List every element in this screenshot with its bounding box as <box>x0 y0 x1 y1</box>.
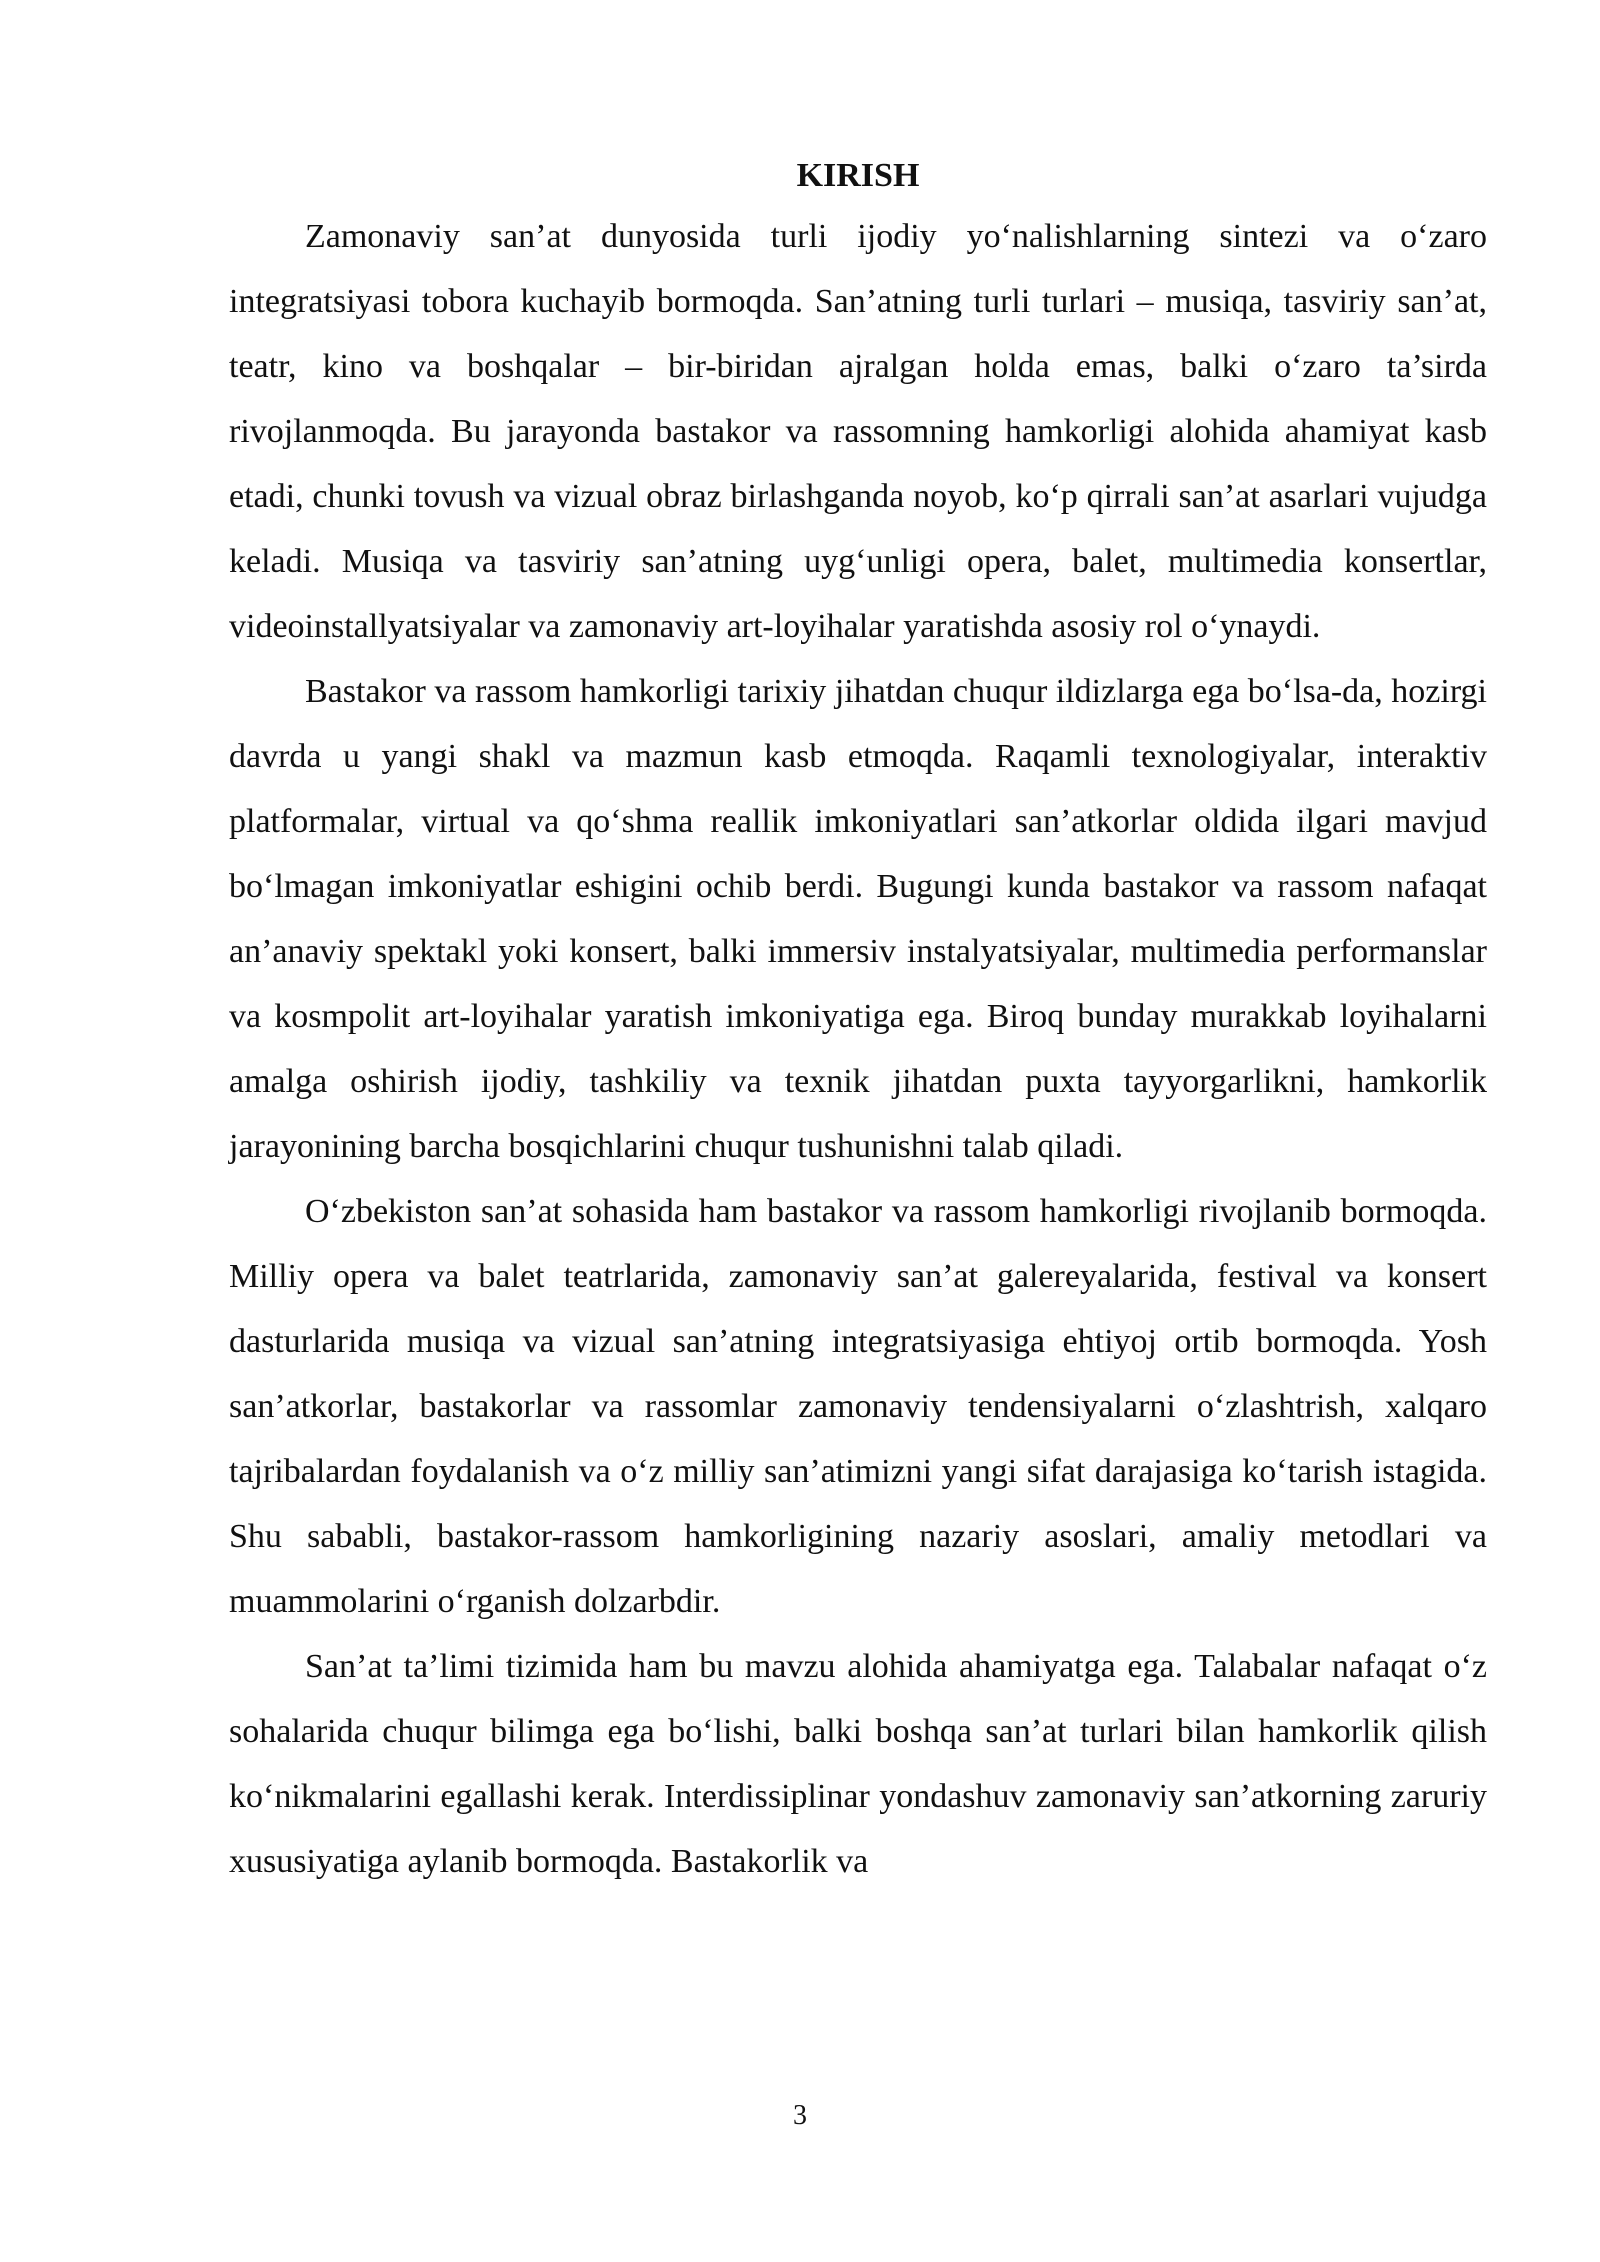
section-title: KIRISH <box>796 157 920 194</box>
paragraph-3: O‘zbekiston san’at sohasida ham bastakor va rassom hamkorligi rivojlanib bormoqda. Milliy opera va balet teatrlarida, zamonaviy san’at galereyalarida, festival va konsert dasturlarida musiqa va vizual san’atning integratsiyasiga ehtiyoj ortib bormoqda. Yosh san’atkorlar, bastakorlar va rassomlar zamonaviy tendensiyalarni o‘zlashtrish, xalqaro tajribalardan foydalanish va o‘z milliy san’atimizni yangi sifat darajasiga ko‘tarish istagida. Shu sababli, bastakor-rassom hamkorligining nazariy asoslari, amaliy metodlari va muammolarini o‘rganish dolzarbdir. <box>229 1193 1487 1620</box>
paragraph-4: San’at ta’limi tizimida ham bu mavzu alohida ahamiyatga ega. Talabalar nafaqat o‘z sohalarida chuqur bilimga ega bo‘lishi, balki boshqa san’at turlari bilan hamkorlik qilish ko‘nikmalarini egallashi kerak. Interdissiplinar yondashuv zamonaviy san’atkorning zaruriy xususiyatiga aylanib bormoqda. Bastakorlik va <box>229 1648 1487 1880</box>
paragraph-2: Bastakor va rassom hamkorligi tarixiy jihatdan chuqur ildizlarga ega bo‘lsa-da, hozirgi davrda u yangi shakl va mazmun kasb etmoqda. Raqamli texnologiyalar, interaktiv platformalar, virtual va qo‘shma reallik imkoniyatlari san’atkorlar oldida ilgari mavjud bo‘lmagan imkoniyatlar eshigini ochib berdi. Bugungi kunda bastakor va rassom nafaqat an’anaviy spektakl yoki konsert, balki immersiv instalyatsiyalar, multimedia performanslar va kosmpolit art-loyihalar yaratish imkoniyatiga ega. Biroq bunday murakkab loyihalarni amalga oshirish ijodiy, tashkiliy va texnik jihatdan puxta tayyorgarlikni, hamkorlik jarayonining barcha bosqichlarini chuqur tushunishni talab qiladi. <box>229 673 1487 1165</box>
paragraph-1: Zamonaviy san’at dunyosida turli ijodiy yo‘nalishlarning sintezi va o‘zaro integratsiyasi tobora kuchayib bormoqda. San’atning turli turlari – musiqa, tasviriy san’at, teatr, kino va boshqalar – bir-biridan ajralgan holda emas, balki o‘zaro ta’sirda rivojlanmoqda. Bu jarayonda bastakor va rassomning hamkorligi alohida ahamiyat kasb etadi, chunki tovush va vizual obraz birlashganda noyob, ko‘p qirrali san’at asarlari vujudga keladi. Musiqa va tasviriy san’atning uyg‘unligi opera, balet, multimedia konsertlar, videoinstallyatsiyalar va zamonaviy art-loyihalar yaratishda asosiy rol o‘ynaydi. <box>229 218 1487 645</box>
page-number: 3 <box>793 2100 807 2131</box>
page-body <box>229 148 1487 1894</box>
